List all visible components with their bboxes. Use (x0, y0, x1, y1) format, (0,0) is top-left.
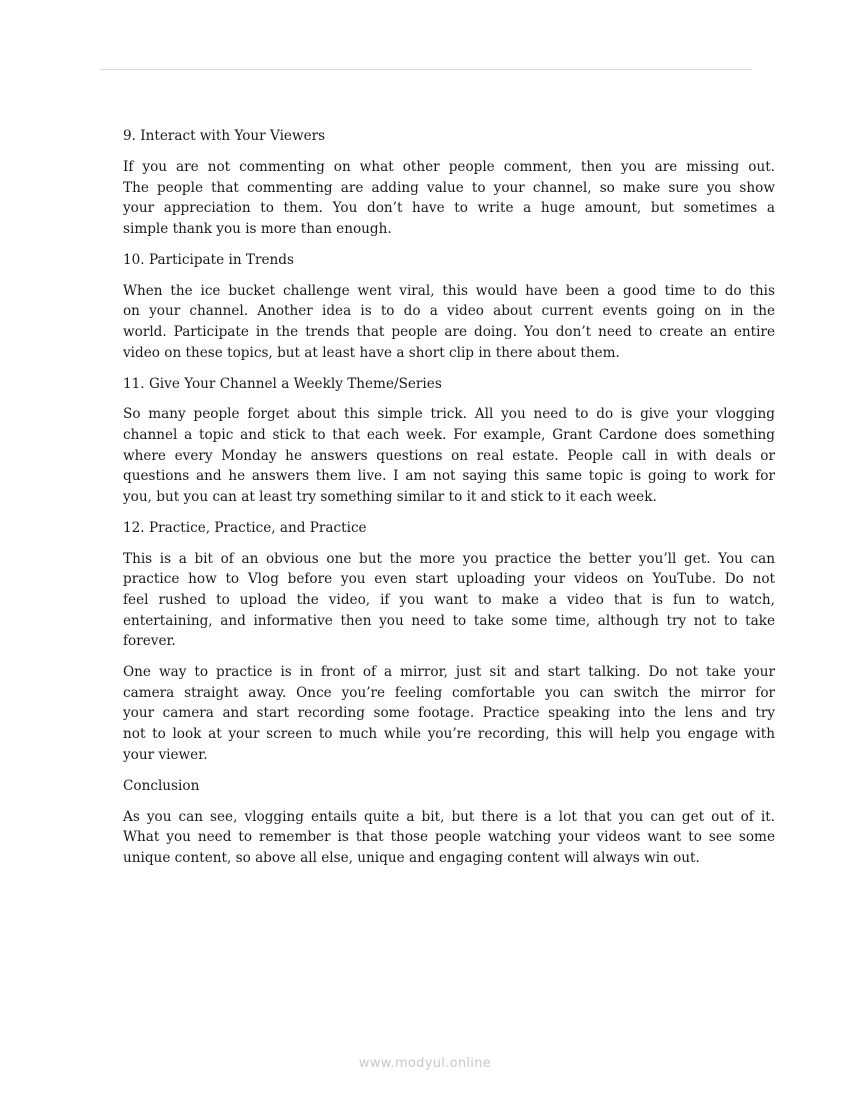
section-heading (123, 776, 775, 797)
text-line: you, but you can at least try something similar to it and stick to it each week. (123, 488, 657, 505)
text-line: 11. Give Your Channel a Weekly Theme/Series (123, 375, 442, 392)
text-line: where every Monday he answers questions on real estate. People call in with deals or (123, 447, 775, 464)
text-line: your appreciation to them. You don’t have to write a huge amount, but sometimes a (123, 200, 775, 217)
text-line: your viewer. (123, 746, 208, 763)
text-line: channel a topic and stick to that each week. For example, Grant Cardone does something (123, 427, 775, 444)
text-line: When the ice bucket challenge went viral, this would have been a good time to do this (123, 282, 775, 299)
text-line: As you can see, vlogging entails quite a bit, but there is a lot that you can get out of it. (123, 808, 775, 825)
text-line: 12. Practice, Practice, and Practice (123, 519, 367, 536)
text-line: video on these topics, but at least have a short clip in there about them. (123, 344, 620, 361)
text-line: One way to practice is in front of a mirror, just sit and start talking. Do not take your (123, 664, 775, 681)
header-rule (100, 69, 752, 70)
text-line: not to look at your screen to much while you’re recording, this will help you engage with (123, 725, 775, 742)
text-line: your camera and start recording some footage. Practice speaking into the lens and try (123, 705, 775, 722)
paragraph (123, 404, 775, 507)
paragraph (123, 807, 775, 869)
text-line: questions and he answers them live. I am not saying this same topic is going to work for (123, 468, 775, 485)
document-body (123, 126, 775, 879)
section-heading (123, 518, 775, 539)
text-line: If you are not commenting on what other people comment, then you are missing out. (123, 158, 775, 175)
text-line: practice how to Vlog before you even start uploading your videos on YouTube. Do not (123, 571, 775, 588)
section-heading (123, 374, 775, 395)
text-line: The people that commenting are adding value to your channel, so make sure you show (123, 179, 775, 196)
text-line: feel rushed to upload the video, if you want to make a video that is fun to watch, (123, 592, 775, 609)
section-heading (123, 250, 775, 271)
text-line: This is a bit of an obvious one but the more you practice the better you’ll get. You can (123, 550, 775, 567)
text-line: world. Participate in the trends that people are doing. You don’t need to create an entire (123, 323, 775, 340)
text-line: forever. (123, 633, 176, 650)
paragraph (123, 281, 775, 363)
text-line: simple thank you is more than enough. (123, 220, 392, 237)
text-line: So many people forget about this simple trick. All you need to do is give your vlogging (123, 406, 775, 423)
footer-watermark: www.modyul.online (358, 1056, 492, 1071)
text-line: camera straight away. Once you’re feeling comfortable you can switch the mirror for (123, 684, 775, 701)
text-line: 9. Interact with Your Viewers (123, 128, 326, 144)
text-line: on your channel. Another idea is to do a video about current events going on in the (123, 303, 775, 320)
text-line: unique content, so above all else, unique and engaging content will always win out. (123, 849, 700, 866)
paragraph (123, 549, 775, 652)
text-line: 10. Participate in Trends (123, 251, 294, 268)
text-line: Conclusion (123, 777, 200, 794)
text-line: What you need to remember is that those people watching your videos want to see some (123, 829, 775, 846)
paragraph (123, 662, 775, 765)
text-line: entertaining, and informative then you need to take some time, although try not to take (123, 612, 775, 629)
section-heading (123, 126, 775, 147)
paragraph (123, 157, 775, 239)
